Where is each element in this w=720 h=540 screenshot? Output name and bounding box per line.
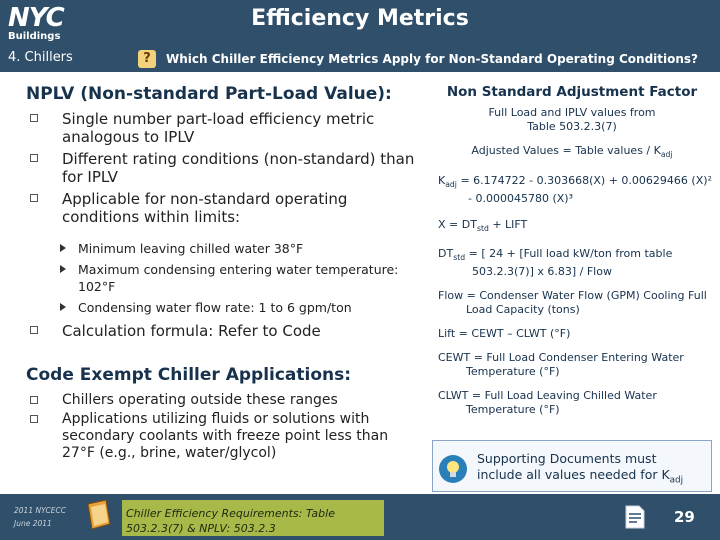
cewt-definition: CEWT = Full Load Condenser Entering Water Temperature (°F) [438, 350, 684, 378]
list-item: Condensing water flow rate: 1 to 6 gpm/ton [58, 299, 418, 316]
dt-formula: $DT_{std}$ = [ 24 + [Full load kW/ton from table 503.2.3(7)] x 6.83] / Flow [438, 246, 673, 278]
lightbulb-icon [439, 455, 467, 483]
triangle-bullet-icon [60, 244, 66, 252]
list-item: Single number part-load efficiency metric analogous to IPLV [28, 110, 423, 146]
clwt-definition: CLWT = Full Load Leaving Chilled Water Temperature (°F) [438, 388, 657, 416]
document-icon[interactable] [625, 505, 645, 529]
question-icon: ? [138, 50, 156, 68]
supporting-documents-note [432, 440, 712, 492]
nplv-heading: NPLV (Non-standard Part-Load Value): [26, 84, 392, 104]
square-bullet-icon [30, 415, 38, 423]
lift-definition: Lift = CEWT – CLWT (°F) [438, 326, 571, 340]
nplv-formula [28, 322, 423, 344]
page-number: 29 [674, 508, 695, 526]
square-bullet-icon [30, 154, 38, 162]
x-formula: $X = DT_{std}$ + LIFT [438, 218, 528, 234]
code-book-icon [84, 498, 114, 532]
exempt-bullets [28, 392, 423, 466]
list-item: Maximum condensing entering water temperature: 102°F [58, 261, 418, 295]
flow-definition: Flow = Condenser Water Flow (GPM) Cooling Full Load Capacity (tons) [438, 288, 707, 316]
list-item: Chillers operating outside these ranges [28, 392, 423, 409]
nplv-limits [58, 240, 418, 320]
triangle-bullet-icon [60, 303, 66, 311]
adjustment-intro: Full Load and IPLV values from Table 503.2.3(7) [488, 106, 656, 133]
square-bullet-icon [30, 194, 38, 202]
footer-reference: Chiller Efficiency Requirements: Table 503.2.3(7) & NPLV: 503.2.3 [122, 500, 384, 536]
square-bullet-icon [30, 326, 38, 334]
supporting-documents-text: Supporting Documents must include all values needed for $K_{adj}$ [477, 451, 684, 486]
list-item: Different rating conditions (non-standard) than for IPLV [28, 150, 423, 186]
square-bullet-icon [30, 114, 38, 122]
list-item: Applicable for non-standard operating conditions within limits: [28, 190, 423, 226]
nplv-bullets [28, 110, 423, 230]
adjustment-factor-panel [432, 84, 712, 417]
exempt-heading: Code Exempt Chiller Applications: [26, 365, 352, 385]
square-bullet-icon [30, 396, 38, 404]
page-title: Efficiency Metrics [251, 6, 469, 31]
logo-subtext: Buildings [8, 31, 61, 42]
triangle-bullet-icon [60, 265, 66, 273]
section-label: 4. Chillers [8, 50, 73, 65]
kadj-formula: $K_{adj} = 6.174722 - 0.303668(X) + 0.00629466$ (X)² - 0.000045780 (X)³ [438, 174, 712, 206]
list-item: Minimum leaving chilled water 38°F [58, 240, 418, 257]
list-item: Applications utilizing fluids or solutions with secondary coolants with freeze point less than 27°F (e.g., brine, water/glycol) [28, 411, 423, 462]
adjustment-title: Non Standard Adjustment Factor [446, 84, 698, 100]
question-text: Which Chiller Efficiency Metrics Apply for Non-Standard Operating Conditions? [166, 52, 699, 66]
logo-text: NYC [8, 3, 64, 33]
list-item: Calculation formula: Refer to Code [28, 322, 423, 340]
adjusted-values: Adjusted Values = Table values / $K_{adj}$ [471, 144, 673, 160]
code-edition: 2011 NYCECC June 2011 [14, 506, 66, 528]
